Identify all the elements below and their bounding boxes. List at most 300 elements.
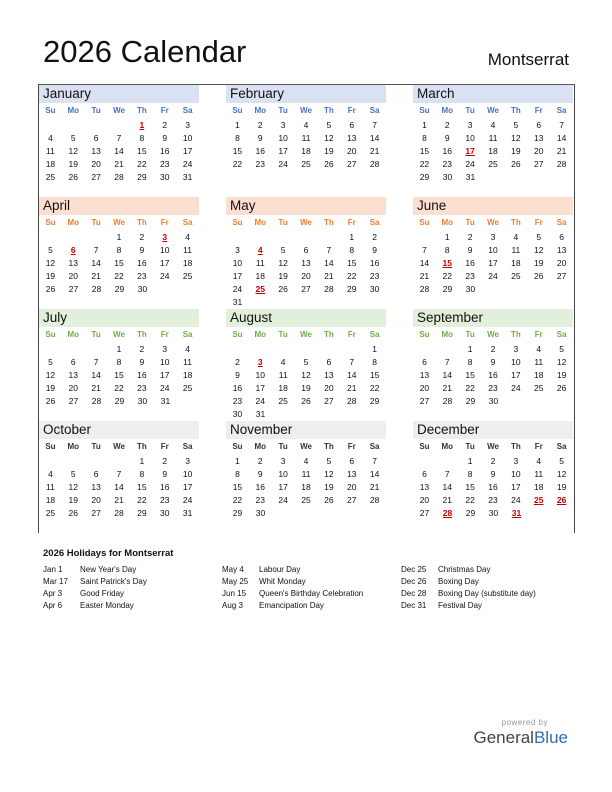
day-cell[interactable]: 7 <box>93 357 99 367</box>
holiday-day-cell[interactable]: 31 <box>511 508 522 518</box>
day-cell[interactable]: 1 <box>467 344 473 354</box>
day-cell[interactable]: 10 <box>182 469 193 479</box>
day-cell[interactable]: 18 <box>301 482 311 492</box>
day-cell[interactable]: 24 <box>255 396 266 406</box>
day-cell[interactable]: 23 <box>488 383 498 393</box>
day-cell[interactable]: 2 <box>139 232 145 242</box>
day-cell[interactable]: 8 <box>235 133 240 143</box>
day-cell[interactable]: 13 <box>346 133 357 143</box>
day-cell[interactable]: 2 <box>372 232 377 242</box>
day-cell[interactable]: 5 <box>513 120 519 130</box>
day-cell[interactable]: 7 <box>116 469 122 479</box>
day-cell[interactable]: 2 <box>235 357 240 367</box>
day-cell[interactable]: 28 <box>442 396 453 406</box>
day-cell[interactable]: 22 <box>369 383 380 393</box>
day-cell[interactable]: 1 <box>349 232 355 242</box>
day-cell[interactable]: 3 <box>162 344 168 354</box>
day-cell[interactable]: 16 <box>369 258 380 268</box>
day-cell[interactable]: 10 <box>511 357 521 367</box>
day-cell[interactable]: 7 <box>444 469 450 479</box>
day-cell[interactable]: 9 <box>490 357 496 367</box>
day-cell[interactable]: 13 <box>324 370 334 380</box>
day-cell[interactable]: 24 <box>278 159 288 169</box>
day-cell[interactable]: 5 <box>48 357 53 367</box>
day-cell[interactable]: 28 <box>369 159 380 169</box>
day-cell[interactable]: 11 <box>278 370 288 380</box>
day-cell[interactable]: 25 <box>182 383 193 393</box>
day-cell[interactable]: 24 <box>159 271 170 281</box>
day-cell[interactable]: 28 <box>114 172 124 182</box>
day-cell[interactable]: 18 <box>533 482 544 492</box>
day-cell[interactable]: 14 <box>442 482 453 492</box>
day-cell[interactable]: 20 <box>301 271 311 281</box>
day-cell[interactable]: 18 <box>488 146 498 156</box>
day-cell[interactable]: 7 <box>326 245 332 255</box>
day-cell[interactable]: 12 <box>278 258 288 268</box>
day-cell[interactable]: 28 <box>91 396 102 406</box>
day-cell[interactable]: 17 <box>511 370 521 380</box>
day-cell[interactable]: 4 <box>48 133 53 143</box>
day-cell[interactable]: 18 <box>182 370 193 380</box>
day-cell[interactable]: 25 <box>45 508 56 518</box>
day-cell[interactable]: 30 <box>159 508 170 518</box>
day-cell[interactable]: 6 <box>422 357 427 367</box>
day-cell[interactable]: 5 <box>48 245 53 255</box>
day-cell[interactable]: 7 <box>93 245 99 255</box>
day-cell[interactable]: 23 <box>137 271 147 281</box>
day-cell[interactable]: 7 <box>559 120 564 130</box>
day-cell[interactable]: 22 <box>232 495 243 505</box>
day-cell[interactable]: 21 <box>369 482 380 492</box>
day-cell[interactable]: 24 <box>278 495 288 505</box>
day-cell[interactable]: 25 <box>301 159 311 169</box>
day-cell[interactable]: 21 <box>91 271 101 281</box>
day-cell[interactable]: 16 <box>442 146 453 156</box>
day-cell[interactable]: 6 <box>93 469 99 479</box>
day-cell[interactable]: 16 <box>255 146 266 156</box>
day-cell[interactable]: 15 <box>369 370 380 380</box>
day-cell[interactable]: 7 <box>349 357 355 367</box>
day-cell[interactable]: 13 <box>556 245 567 255</box>
day-cell[interactable]: 29 <box>137 172 147 182</box>
day-cell[interactable]: 19 <box>556 370 567 380</box>
day-cell[interactable]: 26 <box>324 159 334 169</box>
day-cell[interactable]: 4 <box>513 232 519 242</box>
day-cell[interactable]: 11 <box>301 469 311 479</box>
day-cell[interactable]: 6 <box>93 133 99 143</box>
day-cell[interactable]: 29 <box>232 508 243 518</box>
day-cell[interactable]: 1 <box>116 232 122 242</box>
day-cell[interactable]: 11 <box>46 482 55 492</box>
day-cell[interactable]: 17 <box>278 482 288 492</box>
day-cell[interactable]: 3 <box>185 456 190 466</box>
day-cell[interactable]: 27 <box>91 172 101 182</box>
day-cell[interactable]: 14 <box>91 258 101 268</box>
day-cell[interactable]: 10 <box>278 469 288 479</box>
day-cell[interactable]: 6 <box>326 357 332 367</box>
day-cell[interactable]: 16 <box>137 258 147 268</box>
day-cell[interactable]: 10 <box>255 370 266 380</box>
day-cell[interactable]: 12 <box>68 482 79 492</box>
day-cell[interactable]: 28 <box>346 396 357 406</box>
day-cell[interactable]: 22 <box>346 271 357 281</box>
day-cell[interactable]: 22 <box>419 159 430 169</box>
day-cell[interactable]: 10 <box>465 133 475 143</box>
day-cell[interactable]: 31 <box>465 172 476 182</box>
day-cell[interactable]: 22 <box>114 383 124 393</box>
day-cell[interactable]: 20 <box>68 383 79 393</box>
day-cell[interactable]: 27 <box>324 396 334 406</box>
day-cell[interactable]: 30 <box>442 172 453 182</box>
day-cell[interactable]: 12 <box>556 469 567 479</box>
day-cell[interactable]: 5 <box>559 344 564 354</box>
day-cell[interactable]: 26 <box>68 508 79 518</box>
day-cell[interactable]: 2 <box>162 456 168 466</box>
day-cell[interactable]: 29 <box>369 396 380 406</box>
day-cell[interactable]: 1 <box>139 456 145 466</box>
day-cell[interactable]: 23 <box>232 396 243 406</box>
day-cell[interactable]: 23 <box>369 271 380 281</box>
holiday-day-cell[interactable]: 25 <box>255 284 266 294</box>
day-cell[interactable]: 30 <box>137 284 148 294</box>
day-cell[interactable]: 5 <box>326 456 332 466</box>
day-cell[interactable]: 18 <box>182 258 193 268</box>
day-cell[interactable]: 24 <box>232 284 243 294</box>
day-cell[interactable]: 19 <box>68 159 79 169</box>
day-cell[interactable]: 14 <box>114 146 124 156</box>
day-cell[interactable]: 4 <box>536 344 542 354</box>
day-cell[interactable]: 8 <box>235 469 240 479</box>
day-cell[interactable]: 1 <box>235 120 240 130</box>
day-cell[interactable]: 15 <box>232 146 243 156</box>
day-cell[interactable]: 18 <box>255 271 266 281</box>
day-cell[interactable]: 17 <box>255 383 266 393</box>
day-cell[interactable]: 24 <box>465 159 475 169</box>
day-cell[interactable]: 12 <box>511 133 521 143</box>
day-cell[interactable]: 21 <box>419 271 430 281</box>
day-cell[interactable]: 26 <box>278 284 288 294</box>
day-cell[interactable]: 14 <box>324 258 334 268</box>
day-cell[interactable]: 21 <box>556 146 567 156</box>
day-cell[interactable]: 16 <box>232 383 243 393</box>
day-cell[interactable]: 24 <box>488 271 498 281</box>
day-cell[interactable]: 8 <box>139 469 145 479</box>
day-cell[interactable]: 21 <box>346 383 357 393</box>
day-cell[interactable]: 25 <box>301 495 311 505</box>
day-cell[interactable]: 3 <box>280 456 286 466</box>
day-cell[interactable]: 21 <box>324 271 334 281</box>
day-cell[interactable]: 11 <box>255 258 265 268</box>
day-cell[interactable]: 2 <box>162 120 168 130</box>
day-cell[interactable]: 13 <box>91 482 101 492</box>
day-cell[interactable]: 17 <box>511 482 521 492</box>
day-cell[interactable]: 21 <box>91 383 101 393</box>
day-cell[interactable]: 17 <box>488 258 498 268</box>
day-cell[interactable]: 22 <box>465 383 475 393</box>
day-cell[interactable]: 29 <box>114 396 125 406</box>
day-cell[interactable]: 28 <box>91 284 102 294</box>
day-cell[interactable]: 19 <box>45 271 56 281</box>
day-cell[interactable]: 20 <box>91 159 101 169</box>
day-cell[interactable]: 22 <box>137 159 147 169</box>
day-cell[interactable]: 11 <box>46 146 55 156</box>
day-cell[interactable]: 19 <box>533 258 544 268</box>
day-cell[interactable]: 4 <box>303 456 309 466</box>
day-cell[interactable]: 15 <box>232 482 243 492</box>
day-cell[interactable]: 20 <box>346 146 357 156</box>
day-cell[interactable]: 31 <box>182 508 193 518</box>
day-cell[interactable]: 20 <box>346 482 357 492</box>
day-cell[interactable]: 10 <box>488 245 498 255</box>
day-cell[interactable]: 9 <box>444 133 450 143</box>
day-cell[interactable]: 13 <box>533 133 544 143</box>
day-cell[interactable]: 20 <box>556 258 567 268</box>
day-cell[interactable]: 20 <box>419 495 430 505</box>
day-cell[interactable]: 4 <box>536 456 542 466</box>
day-cell[interactable]: 27 <box>91 508 101 518</box>
day-cell[interactable]: 29 <box>465 396 476 406</box>
day-cell[interactable]: 23 <box>488 495 498 505</box>
day-cell[interactable]: 31 <box>232 297 243 307</box>
day-cell[interactable]: 11 <box>183 357 192 367</box>
day-cell[interactable]: 2 <box>257 456 263 466</box>
day-cell[interactable]: 11 <box>534 469 544 479</box>
day-cell[interactable]: 1 <box>422 120 427 130</box>
day-cell[interactable]: 12 <box>556 357 567 367</box>
day-cell[interactable]: 29 <box>442 284 453 294</box>
day-cell[interactable]: 27 <box>533 159 544 169</box>
day-cell[interactable]: 17 <box>232 271 243 281</box>
day-cell[interactable]: 18 <box>533 370 544 380</box>
day-cell[interactable]: 3 <box>280 120 286 130</box>
day-cell[interactable]: 23 <box>159 159 170 169</box>
day-cell[interactable]: 6 <box>349 120 355 130</box>
day-cell[interactable]: 4 <box>48 469 53 479</box>
day-cell[interactable]: 16 <box>465 258 475 268</box>
day-cell[interactable]: 13 <box>68 258 79 268</box>
day-cell[interactable]: 8 <box>467 357 473 367</box>
day-cell[interactable]: 19 <box>68 495 79 505</box>
day-cell[interactable]: 18 <box>301 146 311 156</box>
day-cell[interactable]: 29 <box>137 508 147 518</box>
day-cell[interactable]: 30 <box>465 284 476 294</box>
day-cell[interactable]: 23 <box>137 383 147 393</box>
day-cell[interactable]: 9 <box>467 245 473 255</box>
day-cell[interactable]: 17 <box>159 258 170 268</box>
day-cell[interactable]: 5 <box>326 120 332 130</box>
day-cell[interactable]: 18 <box>278 383 288 393</box>
day-cell[interactable]: 20 <box>91 495 101 505</box>
day-cell[interactable]: 25 <box>488 159 498 169</box>
day-cell[interactable]: 29 <box>465 508 476 518</box>
day-cell[interactable]: 22 <box>137 495 147 505</box>
day-cell[interactable]: 15 <box>137 482 147 492</box>
day-cell[interactable]: 24 <box>159 383 170 393</box>
day-cell[interactable]: 27 <box>419 508 430 518</box>
day-cell[interactable]: 6 <box>536 120 542 130</box>
day-cell[interactable]: 19 <box>324 482 334 492</box>
day-cell[interactable]: 31 <box>182 172 193 182</box>
day-cell[interactable]: 21 <box>442 383 453 393</box>
day-cell[interactable]: 9 <box>139 357 145 367</box>
holiday-day-cell[interactable]: 3 <box>257 357 263 367</box>
day-cell[interactable]: 25 <box>278 396 288 406</box>
day-cell[interactable]: 13 <box>301 258 311 268</box>
day-cell[interactable]: 5 <box>303 357 309 367</box>
day-cell[interactable]: 5 <box>280 245 286 255</box>
day-cell[interactable]: 5 <box>70 133 76 143</box>
holiday-day-cell[interactable]: 17 <box>465 146 475 156</box>
day-cell[interactable]: 31 <box>160 396 171 406</box>
day-cell[interactable]: 4 <box>280 357 286 367</box>
day-cell[interactable]: 11 <box>183 245 192 255</box>
day-cell[interactable]: 26 <box>556 383 567 393</box>
brand-logo[interactable] <box>473 728 568 748</box>
day-cell[interactable]: 23 <box>255 159 266 169</box>
day-cell[interactable]: 8 <box>116 245 122 255</box>
day-cell[interactable]: 12 <box>45 370 56 380</box>
day-cell[interactable]: 24 <box>182 495 193 505</box>
day-cell[interactable]: 8 <box>349 245 355 255</box>
day-cell[interactable]: 21 <box>114 159 124 169</box>
day-cell[interactable]: 28 <box>369 495 380 505</box>
day-cell[interactable]: 15 <box>114 258 124 268</box>
day-cell[interactable]: 9 <box>372 245 377 255</box>
day-cell[interactable]: 14 <box>91 370 101 380</box>
day-cell[interactable]: 3 <box>490 232 496 242</box>
day-cell[interactable]: 16 <box>159 146 170 156</box>
day-cell[interactable]: 21 <box>442 495 453 505</box>
holiday-day-cell[interactable]: 26 <box>556 495 567 505</box>
day-cell[interactable]: 11 <box>534 357 544 367</box>
day-cell[interactable]: 6 <box>422 469 427 479</box>
day-cell[interactable]: 31 <box>255 409 266 419</box>
day-cell[interactable]: 16 <box>137 370 147 380</box>
day-cell[interactable]: 10 <box>159 245 170 255</box>
day-cell[interactable]: 24 <box>511 495 521 505</box>
day-cell[interactable]: 30 <box>488 396 499 406</box>
day-cell[interactable]: 30 <box>137 396 148 406</box>
day-cell[interactable]: 7 <box>116 133 122 143</box>
day-cell[interactable]: 9 <box>162 133 168 143</box>
day-cell[interactable]: 24 <box>511 383 521 393</box>
day-cell[interactable]: 9 <box>257 469 263 479</box>
day-cell[interactable]: 3 <box>467 120 473 130</box>
day-cell[interactable]: 15 <box>137 146 147 156</box>
day-cell[interactable]: 10 <box>511 469 521 479</box>
day-cell[interactable]: 3 <box>185 120 190 130</box>
day-cell[interactable]: 9 <box>235 370 240 380</box>
day-cell[interactable]: 13 <box>419 482 430 492</box>
day-cell[interactable]: 9 <box>257 133 263 143</box>
day-cell[interactable]: 16 <box>488 482 498 492</box>
day-cell[interactable]: 1 <box>116 344 122 354</box>
day-cell[interactable]: 24 <box>182 159 193 169</box>
day-cell[interactable]: 7 <box>422 245 427 255</box>
day-cell[interactable]: 2 <box>257 120 263 130</box>
day-cell[interactable]: 30 <box>488 508 499 518</box>
day-cell[interactable]: 1 <box>467 456 473 466</box>
day-cell[interactable]: 21 <box>369 146 380 156</box>
day-cell[interactable]: 5 <box>559 456 564 466</box>
day-cell[interactable]: 4 <box>303 120 309 130</box>
day-cell[interactable]: 8 <box>372 357 377 367</box>
day-cell[interactable]: 26 <box>301 396 311 406</box>
day-cell[interactable]: 16 <box>255 482 266 492</box>
day-cell[interactable]: 14 <box>369 133 380 143</box>
day-cell[interactable]: 14 <box>556 133 567 143</box>
day-cell[interactable]: 19 <box>45 383 56 393</box>
holiday-day-cell[interactable]: 4 <box>257 245 263 255</box>
holiday-day-cell[interactable]: 28 <box>442 508 453 518</box>
day-cell[interactable]: 13 <box>419 370 430 380</box>
day-cell[interactable]: 26 <box>68 172 79 182</box>
day-cell[interactable]: 27 <box>68 396 79 406</box>
day-cell[interactable]: 2 <box>490 344 496 354</box>
day-cell[interactable]: 8 <box>139 133 145 143</box>
day-cell[interactable]: 19 <box>301 383 311 393</box>
day-cell[interactable]: 20 <box>324 383 334 393</box>
day-cell[interactable]: 17 <box>182 482 193 492</box>
day-cell[interactable]: 2 <box>139 344 145 354</box>
day-cell[interactable]: 29 <box>419 172 430 182</box>
day-cell[interactable]: 9 <box>139 245 145 255</box>
day-cell[interactable]: 15 <box>465 370 475 380</box>
day-cell[interactable]: 22 <box>442 271 453 281</box>
day-cell[interactable]: 12 <box>324 133 334 143</box>
day-cell[interactable]: 26 <box>45 284 56 294</box>
day-cell[interactable]: 19 <box>556 482 567 492</box>
day-cell[interactable]: 29 <box>346 284 357 294</box>
day-cell[interactable]: 5 <box>70 469 76 479</box>
day-cell[interactable]: 13 <box>68 370 79 380</box>
day-cell[interactable]: 6 <box>349 456 355 466</box>
day-cell[interactable]: 12 <box>301 370 311 380</box>
day-cell[interactable]: 11 <box>488 133 498 143</box>
day-cell[interactable]: 15 <box>114 370 124 380</box>
day-cell[interactable]: 11 <box>301 133 311 143</box>
day-cell[interactable]: 16 <box>159 482 170 492</box>
day-cell[interactable]: 26 <box>324 495 334 505</box>
day-cell[interactable]: 22 <box>232 159 243 169</box>
day-cell[interactable]: 13 <box>346 469 357 479</box>
holiday-day-cell[interactable]: 3 <box>162 232 168 242</box>
day-cell[interactable]: 28 <box>556 159 567 169</box>
day-cell[interactable]: 30 <box>159 172 170 182</box>
day-cell[interactable]: 21 <box>114 495 124 505</box>
day-cell[interactable]: 14 <box>114 482 124 492</box>
day-cell[interactable]: 14 <box>346 370 357 380</box>
day-cell[interactable]: 23 <box>159 495 170 505</box>
day-cell[interactable]: 29 <box>114 284 125 294</box>
day-cell[interactable]: 10 <box>159 357 170 367</box>
day-cell[interactable]: 23 <box>442 159 453 169</box>
day-cell[interactable]: 9 <box>490 469 496 479</box>
day-cell[interactable]: 10 <box>232 258 243 268</box>
day-cell[interactable]: 30 <box>232 409 243 419</box>
day-cell[interactable]: 26 <box>533 271 544 281</box>
day-cell[interactable]: 17 <box>182 146 193 156</box>
day-cell[interactable]: 15 <box>419 146 430 156</box>
holiday-day-cell[interactable]: 1 <box>139 120 145 130</box>
day-cell[interactable]: 7 <box>444 357 450 367</box>
day-cell[interactable]: 15 <box>346 258 357 268</box>
day-cell[interactable]: 6 <box>70 357 76 367</box>
day-cell[interactable]: 27 <box>556 271 567 281</box>
day-cell[interactable]: 17 <box>278 146 288 156</box>
day-cell[interactable]: 8 <box>444 245 450 255</box>
day-cell[interactable]: 28 <box>419 284 430 294</box>
